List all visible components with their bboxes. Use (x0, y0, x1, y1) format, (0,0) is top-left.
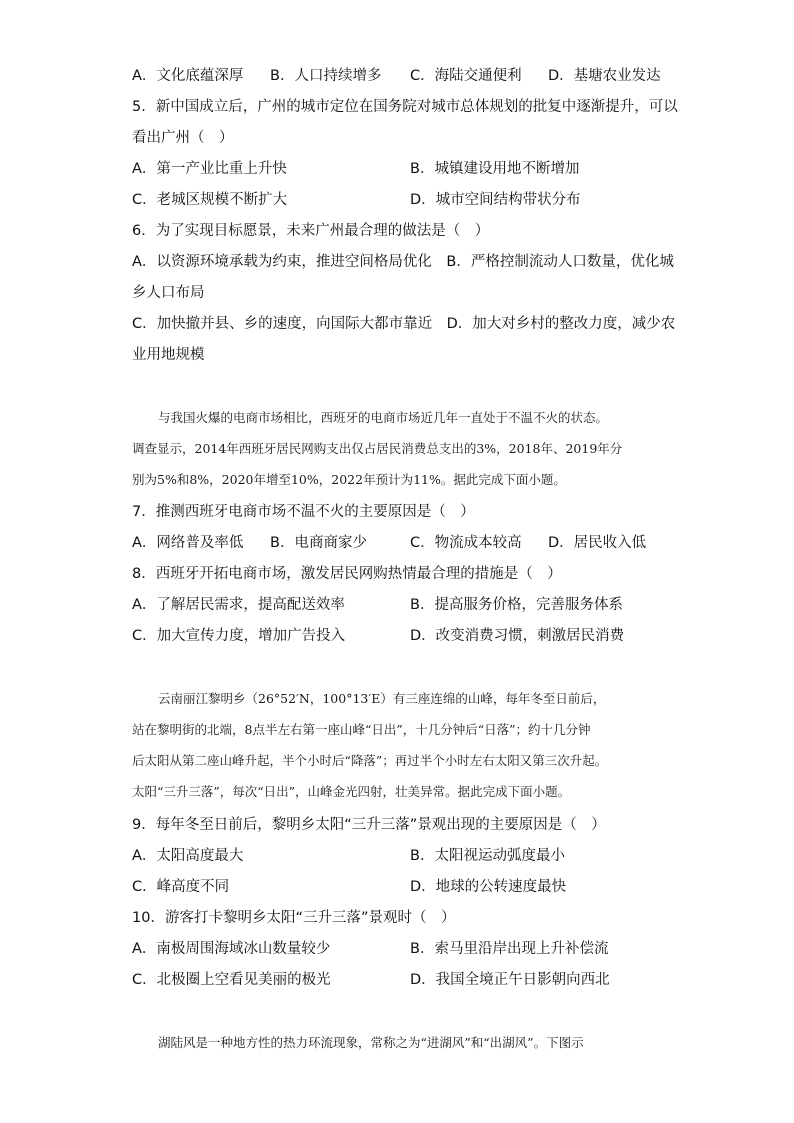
q4-option-c: C．海陆交通便利 (410, 68, 522, 84)
q7-option-a: A．网络普及率低 (132, 535, 244, 551)
passage-yunnan-line4: 太阳“三升三落”，每次“日出”，山峰金光四射，壮美异常。据此完成下面小题。 (132, 784, 571, 799)
q10-option-b: B．索马里沿岸出现上升补偿流 (410, 941, 609, 957)
passage-spain (132, 408, 662, 490)
q9-option-d: D．地球的公转速度最快 (410, 879, 567, 895)
passage-yunnan (132, 689, 662, 802)
q10-option-a: A．南极周围海域冰山数量较少 (132, 941, 331, 957)
q5-option-b: B．城镇建设用地不断增加 (410, 161, 580, 177)
q5-stem-line1: 5．新中国成立后，广州的城市定位在国务院对城市总体规划的批复中逐渐提升，可以 (132, 99, 678, 115)
passage-yunnan-line3: 后太阳从第二座山峰升起，半个小时后“降落”；再过半个小时左右太阳又第三次升起。 (132, 753, 608, 768)
q10-option-c: C．北极圈上空看见美丽的极光 (132, 972, 331, 988)
q7-options (132, 533, 672, 553)
q7-stem: 7．推测西班牙电商市场不温不火的主要原因是（ ） (132, 504, 475, 520)
passage-yunnan-line2: 站在黎明街的北端，8点半左右第一座山峰“日出”，十几分钟后“日落”；约十几分钟 (132, 722, 591, 737)
q7-option-c: C．物流成本较高 (410, 535, 522, 551)
q6-options-line3: C．加快撤并县、乡的速度，向国际大都市靠近 D．加大对乡村的整改力度，减少农 (132, 316, 676, 332)
q6-options-line4: 业用地规模 (132, 347, 205, 363)
q9-stem: 9．每年冬至日前后，黎明乡太阳“三升三落”景观出现的主要原因是（ ） (132, 817, 606, 833)
q9-option-b: B．太阳视运动弧度最小 (410, 848, 565, 864)
q6-options-line1: A．以资源环境承载为约束，推进空间格局优化 B．严格控制流动人口数量，优化城 (132, 254, 674, 270)
q8-option-a: A．了解居民需求，提高配送效率 (132, 597, 345, 613)
q8-stem: 8．西班牙开拓电商市场，激发居民网购热情最合理的措施是（ ） (132, 566, 562, 582)
q5-stem-line2: 看出广州（ ） (132, 130, 234, 146)
passage-yunnan-line1: 云南丽江黎明乡（26°52′N，100°13′E）有三座连绵的山峰，每年冬至日前后， (158, 691, 606, 706)
q8-option-c: C．加大宣传力度，增加广告投入 (132, 628, 346, 644)
q10-option-d: D．我国全境正午日影朝向西北 (410, 972, 610, 988)
q6-options-line2: 乡人口布局 (132, 285, 205, 301)
q8-option-d: D．改变消费习惯，刺激居民消费 (410, 628, 625, 644)
q8-option-b: B．提高服务价格，完善服务体系 (410, 597, 623, 613)
q9-option-a: A．太阳高度最大 (132, 848, 244, 864)
q5-option-c: C．老城区规模不断扩大 (132, 192, 288, 208)
q4-option-b: B．人口持续增多 (270, 68, 382, 84)
q6-stem: 6．为了实现目标愿景，未来广州最合理的做法是（ ） (132, 223, 490, 239)
passage-spain-line2: 调查显示，2014年西班牙居民网购支出仅占居民消费总支出的3%，2018年、2019年分 (132, 441, 623, 456)
q4-option-a: A．文化底蕴深厚 (132, 68, 244, 84)
q4-option-d: D．基塘农业发达 (548, 68, 661, 84)
passage-spain-line3: 别为5%和8%，2020年增至10%，2022年预计为11%。据此完成下面小题。 (132, 472, 566, 487)
q5-option-d: D．城市空间结构带状分布 (410, 192, 581, 208)
q4-options (132, 66, 672, 86)
q9-option-c: C．峰高度不同 (132, 879, 230, 895)
q7-option-d: D．居民收入低 (548, 535, 647, 551)
q10-stem: 10．游客打卡黎明乡太阳“三升三落”景观时（ ） (132, 910, 456, 926)
q5-option-a: A．第一产业比重上升快 (132, 161, 287, 177)
passage-lake-breeze-line1: 湖陆风是一种地方性的热力环流现象，常称之为“进湖风”和“出湖风”。下图示 (158, 1035, 584, 1050)
q7-option-b: B．电商商家少 (270, 535, 367, 551)
passage-lake-breeze (132, 1033, 662, 1053)
passage-spain-line1: 与我国火爆的电商市场相比，西班牙的电商市场近几年一直处于不温不火的状态。 (158, 410, 609, 425)
